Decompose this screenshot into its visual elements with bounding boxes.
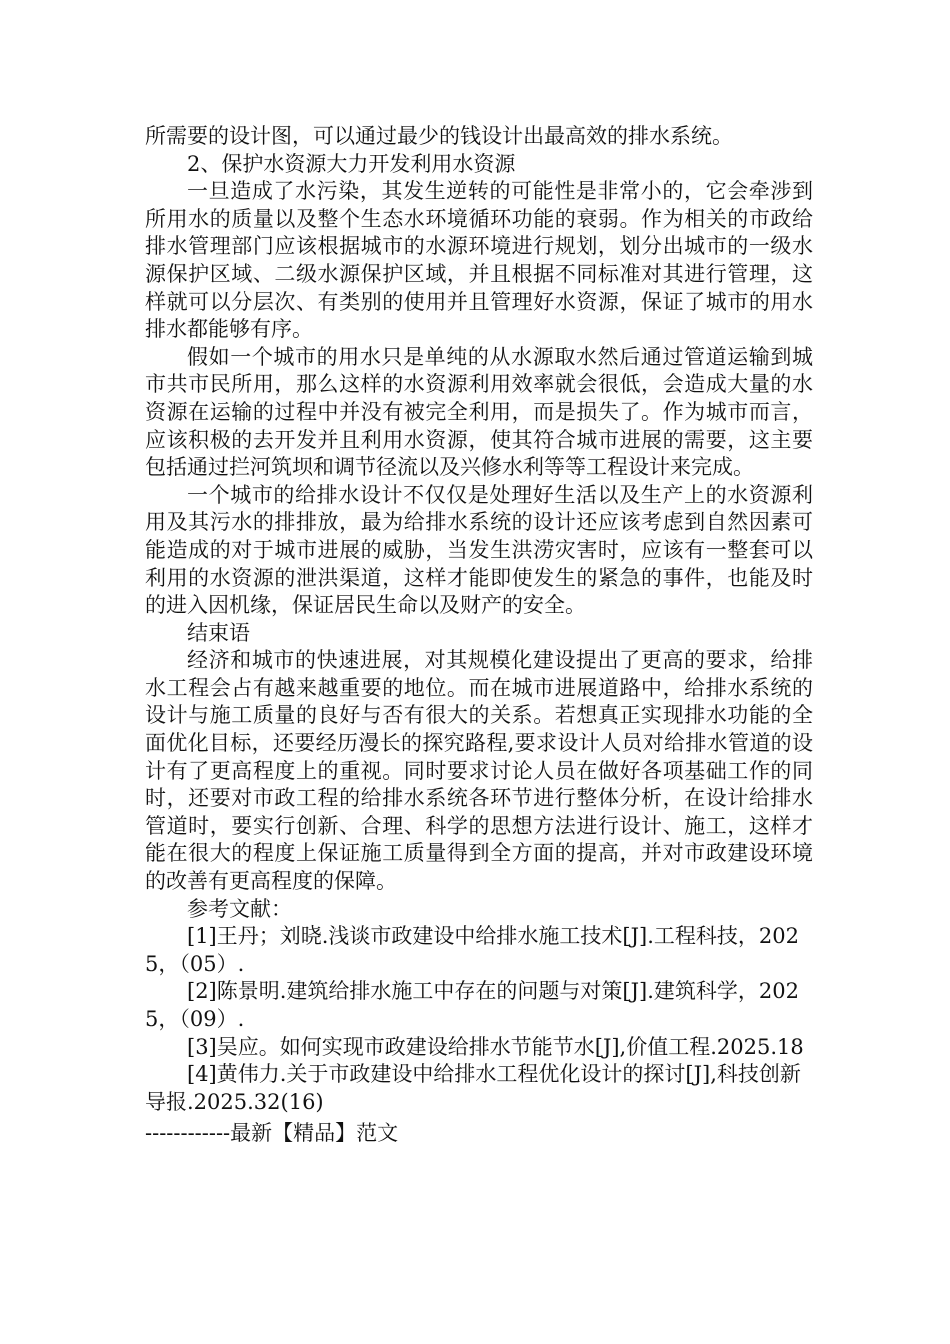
- reference-item: [2]陈景明.建筑给排水施工中存在的问题与对策[J].建筑科学，2025，（09）.: [145, 979, 799, 1031]
- reference-item: [3]吴应。如何实现市政建设给排水节能节水[J],价值工程.2025.18: [187, 1034, 804, 1059]
- reference-item: [4]黄伟力.关于市政建设中给排水工程优化设计的探讨[J],科技创新导报.2025.32(16): [145, 1062, 801, 1114]
- reference-item: [1]王丹；刘晓.浅谈市政建设中给排水施工技术[J].工程科技，2025，（05）.: [145, 924, 799, 976]
- page-footer: ------------最新【精品】范文: [145, 1121, 399, 1145]
- continuation-paragraph: 所需要的设计图，可以通过最少的钱设计出最高效的排水系统。: [145, 124, 733, 148]
- body-paragraph: 一个城市的给排水设计不仅仅是处理好生活以及生产上的水资源利用及其污水的排排放，最为给排水系统的设计还应该考虑到自然因素可能造成的对于城市进展的威胁，当发生洪涝灾害时，应该有一整套可以利用的水资源的泄洪渠道，这样才能即使发生的紧急的事件，也能及时的进入因机缘，保证居民生命以及财产的安全。: [145, 482, 813, 618]
- body-paragraph: 假如一个城市的用水只是单纯的从水源取水然后通过管道运输到城市共市民所用，那么这样的水资源利用效率就会很低，会造成大量的水资源在运输的过程中并没有被完全利用，而是损失了。作为城市而言，应该积极的去开发并且利用水资源，使其符合城市进展的需要，这主要包括通过拦河筑坝和调节径流以及兴修水利等等工程设计来完成。: [145, 344, 813, 480]
- conclusion-heading: 结束语: [187, 620, 250, 645]
- references-heading: 参考文献：: [187, 896, 292, 921]
- section-heading: 2、保护水资源大力开发利用水资源: [187, 151, 516, 176]
- body-paragraph: 一旦造成了水污染，其发生逆转的可能性是非常小的，它会牵涉到所用水的质量以及整个生态水环境循环功能的衰弱。作为相关的市政给排水管理部门应该根据城市的水源环境进行规划，划分出城市的一级水源保护区域、二级水源保护区域，并且根据不同标准对其进行管理，这样就可以分层次、有类别的使用并且管理好水资源，保证了城市的用水排水都能够有序。: [145, 179, 813, 342]
- conclusion-paragraph: 经济和城市的快速进展，对其规模化建设提出了更高的要求，给排水工程会占有越来越重要的地位。而在城市进展道路中，给排水系统的设计与施工质量的良好与否有很大的关系。若想真正实现排水功能的全面优化目标，还要经历漫长的探究路程,要求设计人员对给排水管道的设计有了更高程度上的重视。同时要求讨论人员在做好各项基础工作的同时，还要对市政工程的给排水系统各环节进行整体分析，在设计给排水管道时，要实行创新、合理、科学的思想方法进行设计、施工，这样才能在很大的程度上保证施工质量得到全方面的提高，并对市政建设环境的改善有更高程度的保障。: [145, 648, 813, 894]
- document-body: [145, 123, 813, 1116]
